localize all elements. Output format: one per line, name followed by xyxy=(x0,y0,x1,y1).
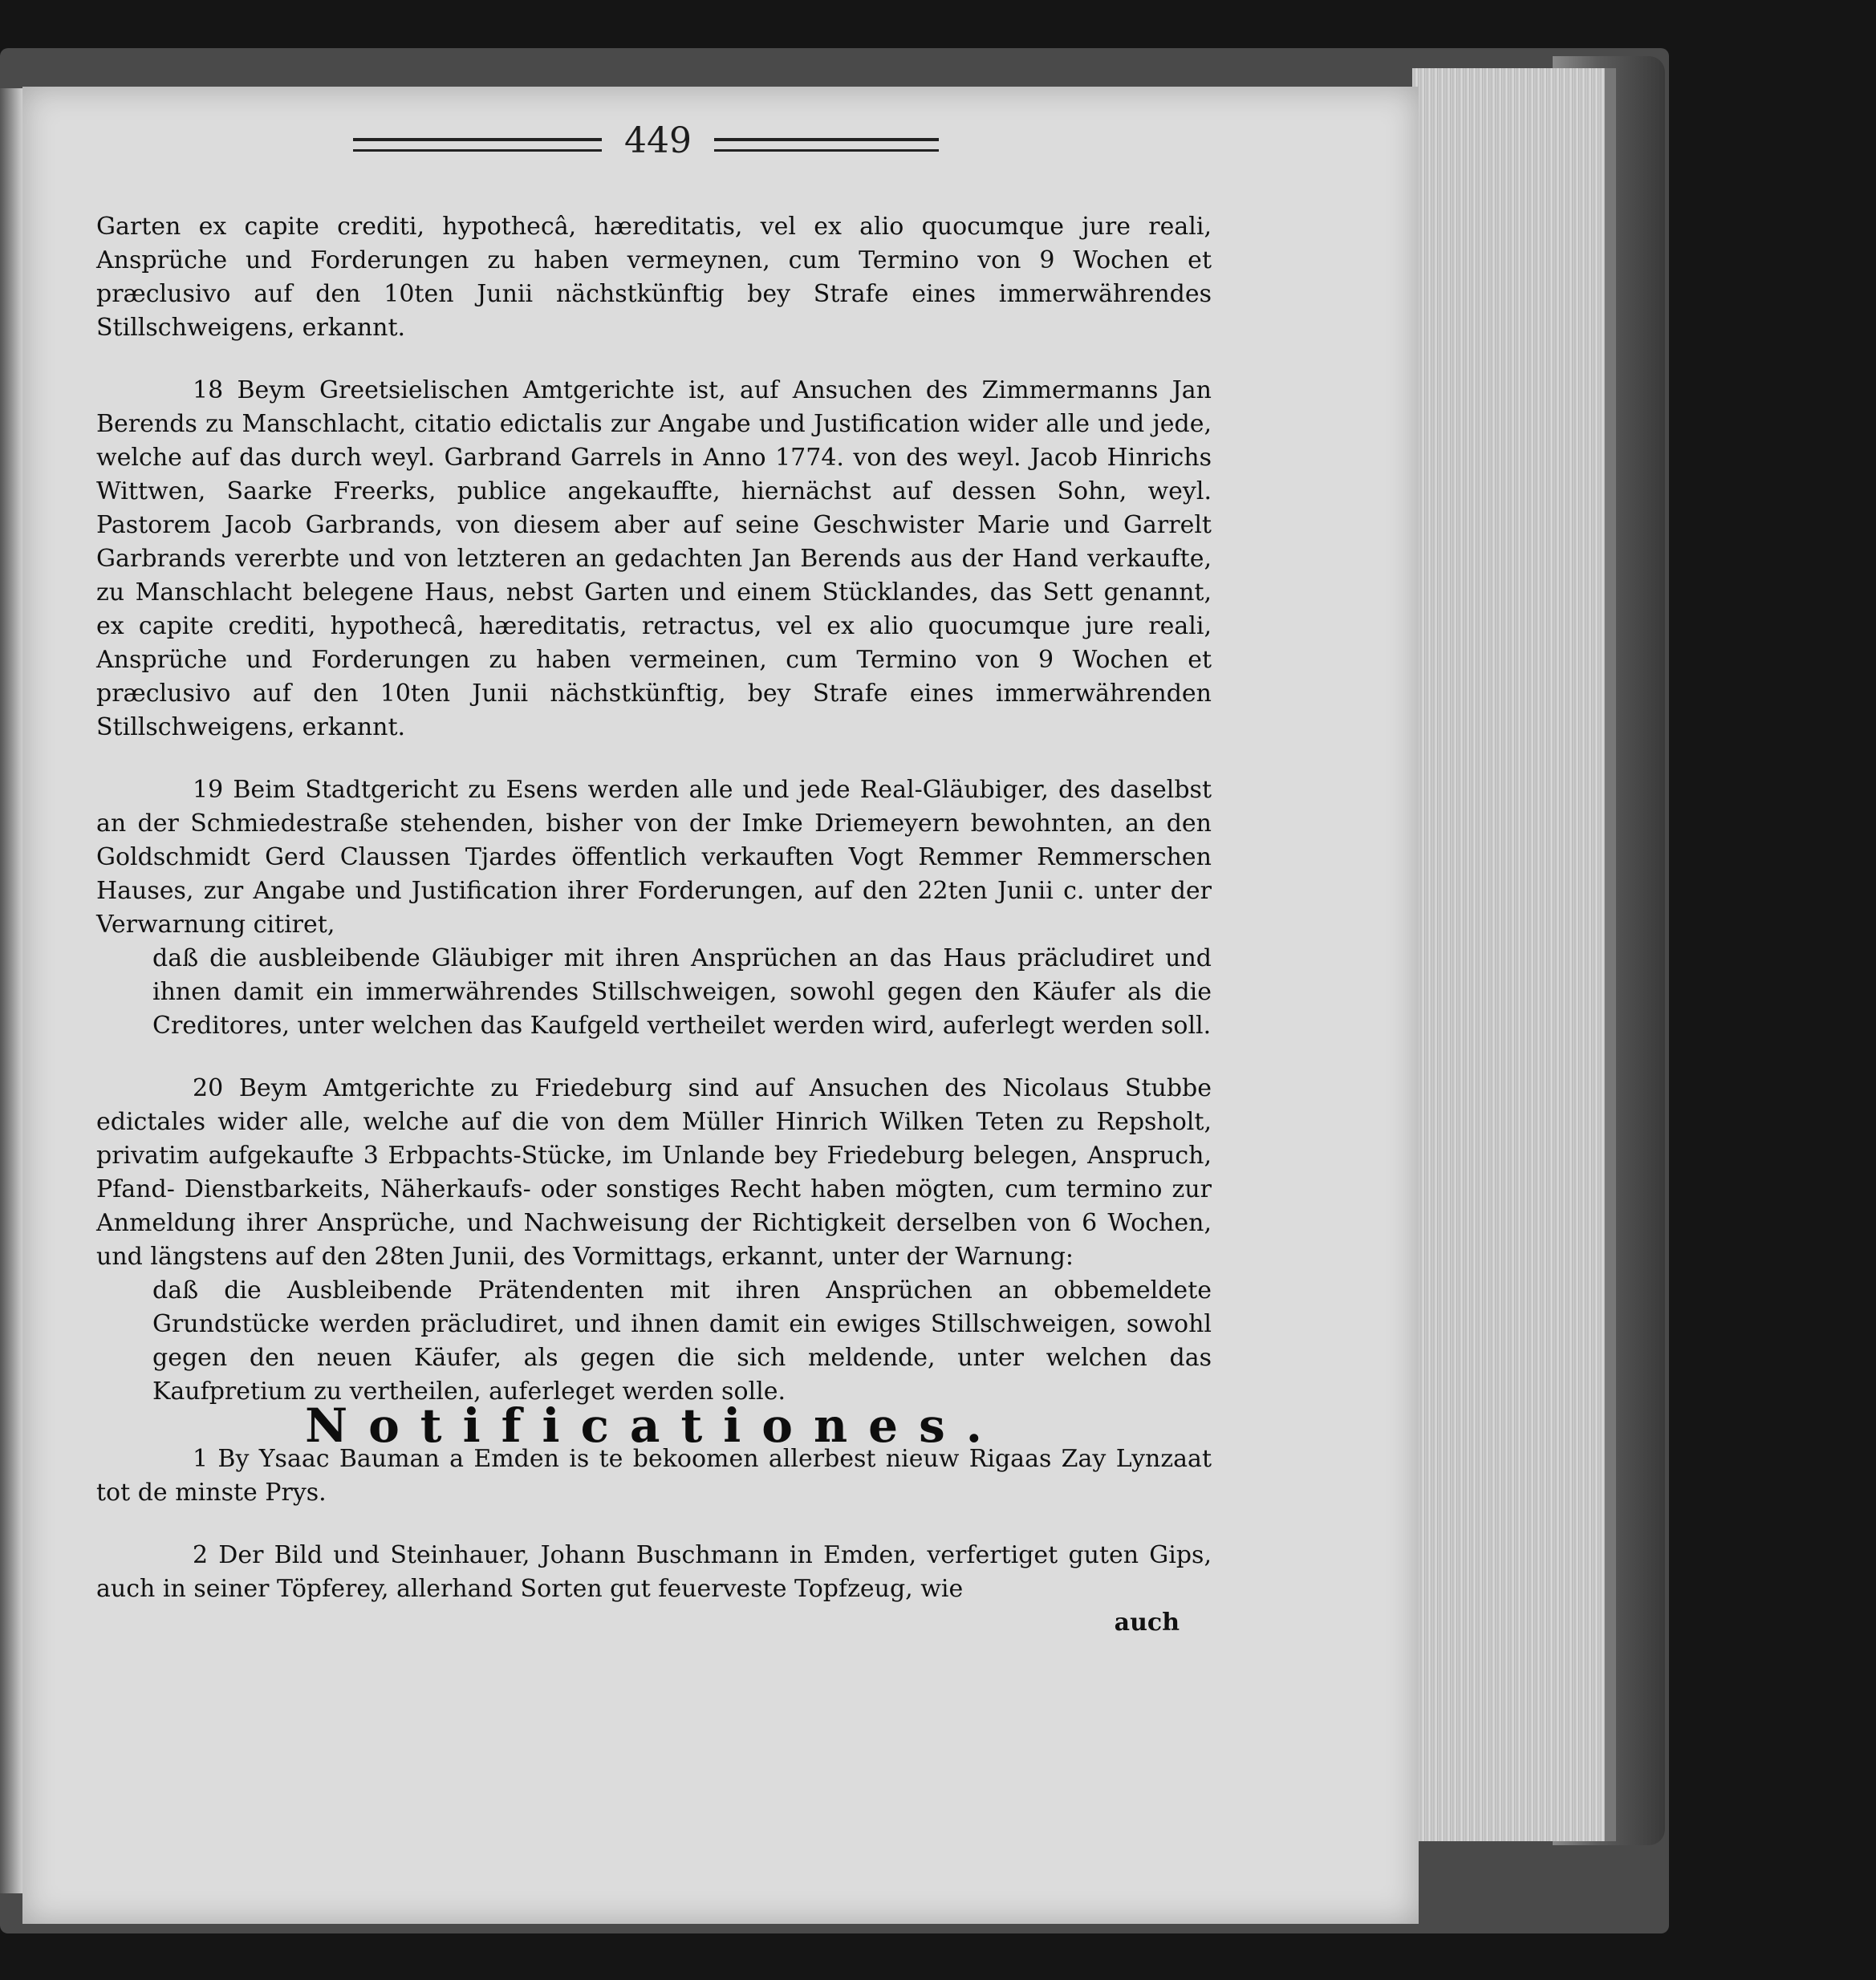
paragraph-20: 20 Beym Amtgerichte zu Friedeburg sind auf Ansuchen des Nicolaus Stubbe edictales wider alle, welche auf die von dem Müller Hinrich Wilken Teten zu Repsholt, privatim aufgekaufte 3 Erbpachts-Stücke, im Unlande bey Friedeburg belegen, Anspruch, Pfand- Dienstbarkeits, Näherkaufs- oder sonstiges Recht haben mögten, cum termino zur Anmeldung ihrer Ansprüche, und Nachweisung der Richtigkeit derselben von 6 Wochen, und längstens auf den 28ten Junii, des Vormittags, erkannt, unter der Warnung: xyxy=(96,1074,1212,1271)
paragraph-continued: Garten ex capite crediti, hypothecâ, hæreditatis, vel ex alio quocumque jure reali, Ansprüche und Forderungen zu haben vermeynen, cum Termino von 9 Wochen et præclusivo auf den 10ten Junii nächstkünftig bey Strafe eines immerwährendes Stillschweigens, erkannt. xyxy=(96,213,1212,342)
section-heading: Notificationes. xyxy=(305,1398,1003,1453)
page-body xyxy=(96,210,1212,1640)
header-rule-right xyxy=(714,138,939,152)
paragraph-19-condition: daß die ausbleibende Gläubiger mit ihren Ansprüchen an das Haus präcludiret und ihnen damit ein immerwährendes Stillschweigen, sowohl gegen den Käufer als die Creditores, unter welchen das Kaufgeld vertheilet werden wird, auferlegt werden soll. xyxy=(152,944,1212,1040)
page-number: 449 xyxy=(624,120,692,161)
notice-1: 1 By Ysaac Bauman a Emden is te bekoomen allerbest nieuw Rigaas Zay Lynzaat tot de minste Prys. xyxy=(96,1445,1212,1507)
catchword: auch xyxy=(1114,1609,1180,1637)
notice-2: 2 Der Bild und Steinhauer, Johann Buschmann in Emden, verfertiget guten Gips, auch in seiner Töpferey, allerhand Sorten gut feuerveste Topfzeug, wie xyxy=(96,1541,1212,1603)
page-header xyxy=(353,120,947,160)
paragraph-19: 19 Beim Stadtgericht zu Esens werden alle und jede Real-Gläubiger, des daselbst an der Schmiedestraße stehenden, bisher von der Imke Driemeyern bewohnten, an den Goldschmidt Gerd Claussen Tjardes öffentlich verkauften Vogt Remmer Remmerschen Hauses, zur Angabe und Justification ihrer Forderungen, auf den 22ten Junii c. unter der Verwarnung citiret, xyxy=(96,776,1212,939)
paragraph-20-condition: daß die Ausbleibende Prätendenten mit ihren Ansprüchen an obbemeldete Grundstücke werden präcludiret, und ihnen damit ein ewiges Stillschweigen, sowohl gegen den neuen Käufer, als gegen die sich meldende, unter welchen das Kaufpretium zu vertheilen, auferleget werden solle. xyxy=(152,1276,1212,1406)
paragraph-18: 18 Beym Greetsielischen Amtgerichte ist, auf Ansuchen des Zimmermanns Jan Berends zu Manschlacht, citatio edictalis zur Angabe und Justification wider alle und jede, welche auf das durch weyl. Garbrand Garrels in Anno 1774. von des weyl. Jacob Hinrichs Wittwen, Saarke Freerks, publice angekauffte, hiernächst auf dessen Sohn, weyl. Pastorem Jacob Garbrands, von diesem aber auf seine Geschwister Marie und Garrelt Garbrands vererbte und von letzteren an gedachten Jan Berends aus der Hand verkaufte, zu Manschlacht belegene Haus, nebst Garten und einem Stücklandes, das Sett genannt, ex capite crediti, hypothecâ, hæreditatis, retractus, vel ex alio quocumque jure reali, Ansprüche und Forderungen zu haben vermeinen, cum Termino von 9 Wochen et præclusivo auf den 10ten Junii nächstkünftig, bey Strafe eines immerwährenden Stillschweigens, erkannt. xyxy=(96,376,1212,741)
header-rule-left xyxy=(353,138,602,152)
page-edges xyxy=(1412,68,1616,1841)
left-page-edge xyxy=(0,88,22,1893)
